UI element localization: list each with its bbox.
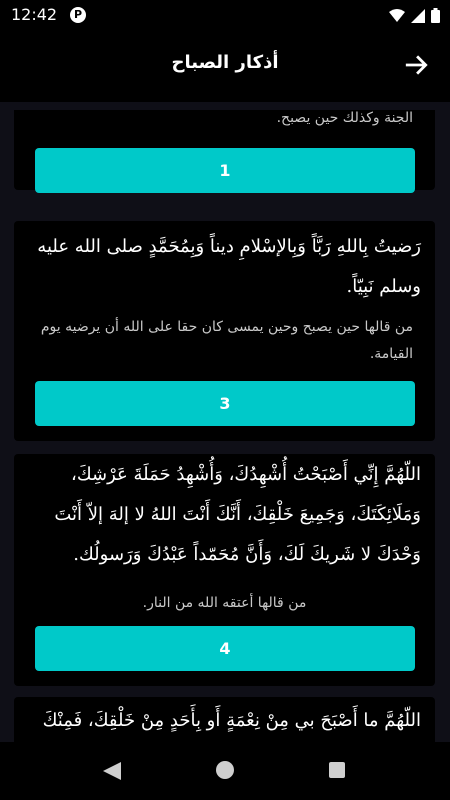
nav-home-icon[interactable] [216, 761, 234, 779]
status-time: 12:42 [11, 5, 58, 24]
nav-recents-icon[interactable] [329, 762, 345, 778]
status-icons [389, 8, 440, 23]
status-bar [0, 0, 450, 30]
zikr-text: اللّهُمَّ إِنِّي أَصْبَحْتُ أُشْهِدُكَ، وَأُشْهِدُ حَمَلَةَ عَرْشِكَ، وَمَلَائِكَتَكَ، وَجَمِيعَ خَلْقِكَ، أَنَّكَ أَنْتَ اللهُ لا إلهَ إلاّ أَنْتَ وَحْدَكَ لا شَريكَ لَكَ، وَأَنَّ مُحَمّداً عَبْدُكَ وَرَسولُك. [54, 464, 421, 565]
zikr-card [14, 697, 435, 742]
zikr-note: من قالها حين يصبح وحين يمسى كان حقا على الله أن يرضيه يوم القيامة. [40, 319, 413, 362]
arrow-right-icon[interactable] [404, 52, 430, 78]
battery-icon [431, 8, 440, 23]
app-notification-icon: P [70, 7, 86, 23]
zikr-note: من قالها أعتقه الله من النار. [142, 595, 307, 611]
zikr-text: رَضيتُ بِاللهِ رَبَّاً وَبِالإسْلامِ ديناً وَبِمُحَمَّدٍ صلى الله عليه وسلم نَبِيّاً. [37, 236, 421, 297]
zikr-note: الجنة وكذلك حين يصبح. [276, 110, 413, 126]
nav-back-icon[interactable] [103, 762, 121, 780]
app-bar [0, 30, 450, 102]
zikr-card [14, 221, 435, 441]
wifi-icon [389, 9, 405, 23]
navigation-bar [0, 742, 450, 800]
zikr-card [14, 110, 435, 190]
count-button[interactable]: 3 [35, 381, 415, 426]
count-button[interactable]: 1 [35, 148, 415, 193]
zikr-text: اللّهُمَّ ما أَصْبَحَ بي مِنْ نِعْمَةٍ أَو بِأَحَدٍ مِنْ خَلْقِكَ، فَمِنْكَ [42, 710, 421, 731]
count-button[interactable]: 4 [35, 626, 415, 671]
azkar-list[interactable] [0, 110, 450, 742]
zikr-card [14, 454, 435, 686]
signal-icon [411, 9, 425, 23]
page-title: أذكار الصباح [171, 52, 279, 73]
